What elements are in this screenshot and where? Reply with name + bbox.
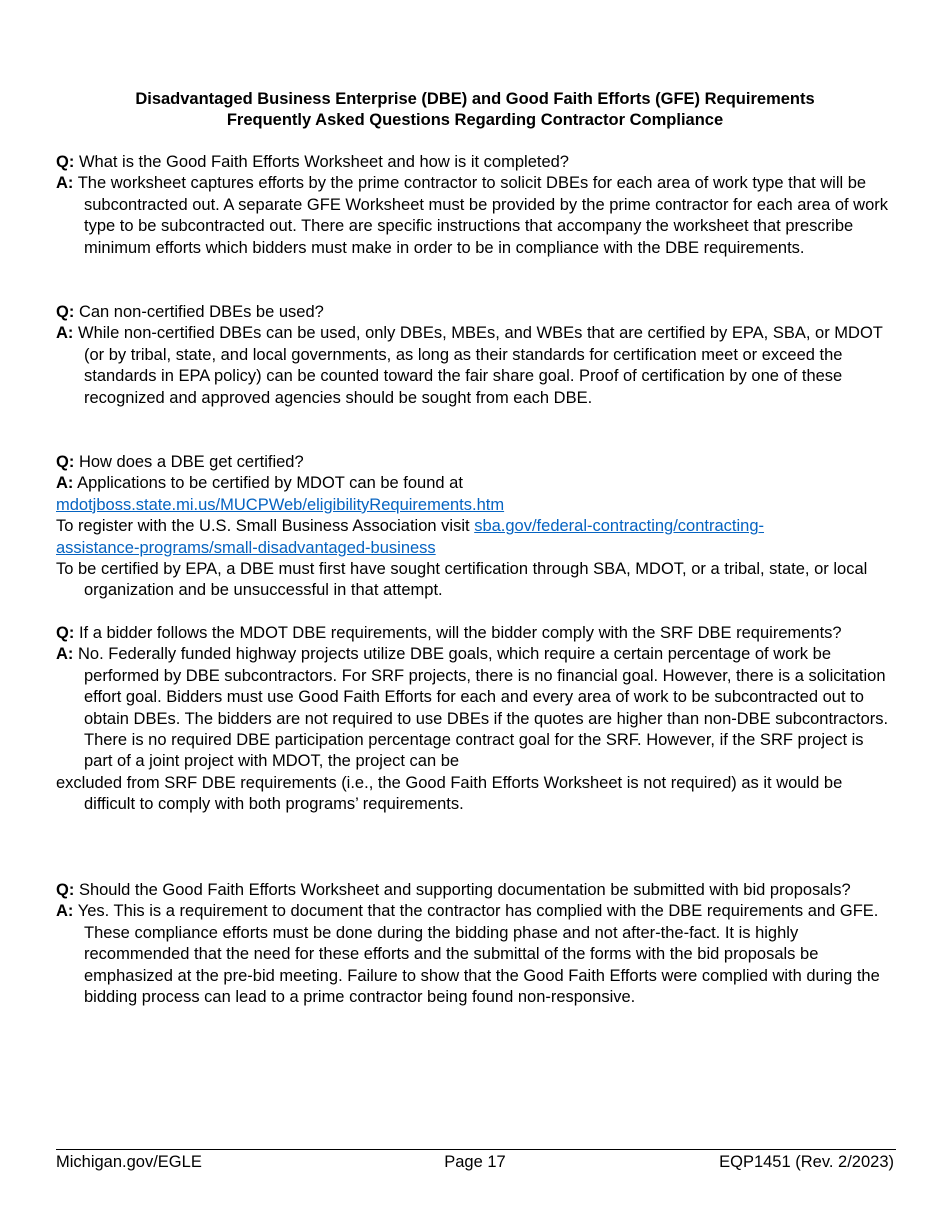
answer-text: While non-certified DBEs can be used, only DBEs, MBEs, and WBEs that are certified by EPA, SBA, or MDOT (or by tribal, state, and local governments, as long as their standards for certification meet or exceed the standards in EPA policy) can be counted toward the fair share goal. Proof of certification by one of these recognized and approved agencies should be sought from each DBE. — [78, 324, 883, 407]
question-text: How does a DBE get certified? — [78, 453, 304, 471]
a-label: A: — [56, 474, 74, 493]
q-label: Q: — [56, 153, 75, 171]
question-3 — [56, 452, 896, 473]
footer-website: Michigan.gov/EGLE — [56, 1153, 202, 1171]
sba-link-part-1[interactable]: sba.gov/federal-contracting/contracting- — [474, 517, 765, 536]
faq-item-1 — [56, 152, 896, 259]
answer-text: The worksheet captures efforts by the prime contractor to solicit DBEs for each area of work type that will be subcontracted out. A separate GFE Worksheet must be provided by the prime contractor for each area of work type to be subcontracted out. There are specific instructions that accompany the worksheet that prescribe minimum efforts which bidders must make in order to be in compliance with the DBE requirements. — [77, 174, 889, 257]
a-label: A: — [56, 174, 74, 193]
title-line-1: Disadvantaged Business Enterprise (DBE) and Good Faith Efforts (GFE) Requirements — [135, 90, 815, 108]
a-label: A: — [56, 645, 74, 664]
answer-intro: Applications to be certified by MDOT can be found at — [77, 474, 463, 493]
answer-5 — [56, 901, 896, 1008]
q-label: Q: — [56, 624, 75, 642]
question-1 — [56, 152, 896, 173]
footer-divider — [56, 1149, 896, 1150]
question-text: What is the Good Faith Efforts Worksheet and how is it completed? — [78, 153, 569, 171]
faq-item-5 — [56, 880, 896, 1008]
page-title — [56, 89, 894, 131]
page-footer — [56, 1152, 894, 1174]
footer-page-number: Page 17 — [444, 1153, 506, 1171]
answer-text-part-1: No. Federally funded highway projects utilize DBE goals, which require a certain percentage of work be performed by DBE subcontractors. For SRF projects, there is no financial goal. However, there is a solicitation effort goal. Bidders must use Good Faith Efforts for each and every area of work to be subcontracted out to obtain DBEs. The bidders are not required to use DBEs if the quotes are higher than non-DBE subcontractors. There is no required DBE participation percentage contract goal for the SRF. However, if the SRF project is part of a joint project with MDOT, the project can be — [78, 645, 889, 771]
q-label: Q: — [56, 453, 75, 471]
sba-link-part-2[interactable]: assistance-programs/small-disadvantaged-business — [56, 538, 436, 557]
mdot-certification-link[interactable]: mdotjboss.state.mi.us/MUCPWeb/eligibilityRequirements.htm — [56, 495, 505, 514]
question-text: Should the Good Faith Efforts Worksheet and supporting documentation be submitted with bid proposals? — [78, 881, 851, 899]
footer-form-id: EQP1451 (Rev. 2/2023) — [719, 1153, 894, 1171]
a-label: A: — [56, 902, 74, 921]
q-label: Q: — [56, 881, 75, 899]
answer-2 — [56, 323, 896, 409]
answer-4 — [56, 644, 896, 815]
answer-3 — [56, 473, 896, 601]
question-text: If a bidder follows the MDOT DBE requirements, will the bidder comply with the SRF DBE requirements? — [78, 624, 842, 642]
title-line-2: Frequently Asked Questions Regarding Contractor Compliance — [226, 111, 724, 129]
faq-item-3 — [56, 452, 896, 602]
answer-text: Yes. This is a requirement to document that the contractor has complied with the DBE requirements and GFE. These compliance efforts must be done during the bidding phase and not after-the-fact. It is highly recommended that the need for these efforts and the submittal of the forms with the bid proposals be emphasized at the pre-bid meeting. Failure to show that the Good Faith Efforts were complied with during the bidding process can lead to a prime contractor being found non-responsive. — [77, 902, 880, 1007]
question-5 — [56, 880, 896, 901]
faq-item-2 — [56, 302, 896, 409]
epa-note: To be certified by EPA, a DBE must first have sought certification through SBA, MDOT, or a tribal, state, or local organization and be unsuccessful in that attempt. — [56, 560, 868, 600]
a-label: A: — [56, 324, 74, 343]
faq-item-4 — [56, 623, 896, 816]
question-4 — [56, 623, 896, 644]
question-text: Can non-certified DBEs be used? — [78, 303, 324, 321]
sba-intro: To register with the U.S. Small Business Association visit — [56, 517, 470, 536]
question-2 — [56, 302, 896, 323]
answer-text-part-2: excluded from SRF DBE requirements (i.e., the Good Faith Efforts Worksheet is not required) as it would be difficult to comply with both programs’ requirements. — [56, 773, 843, 814]
q-label: Q: — [56, 303, 75, 321]
answer-1 — [56, 173, 896, 259]
